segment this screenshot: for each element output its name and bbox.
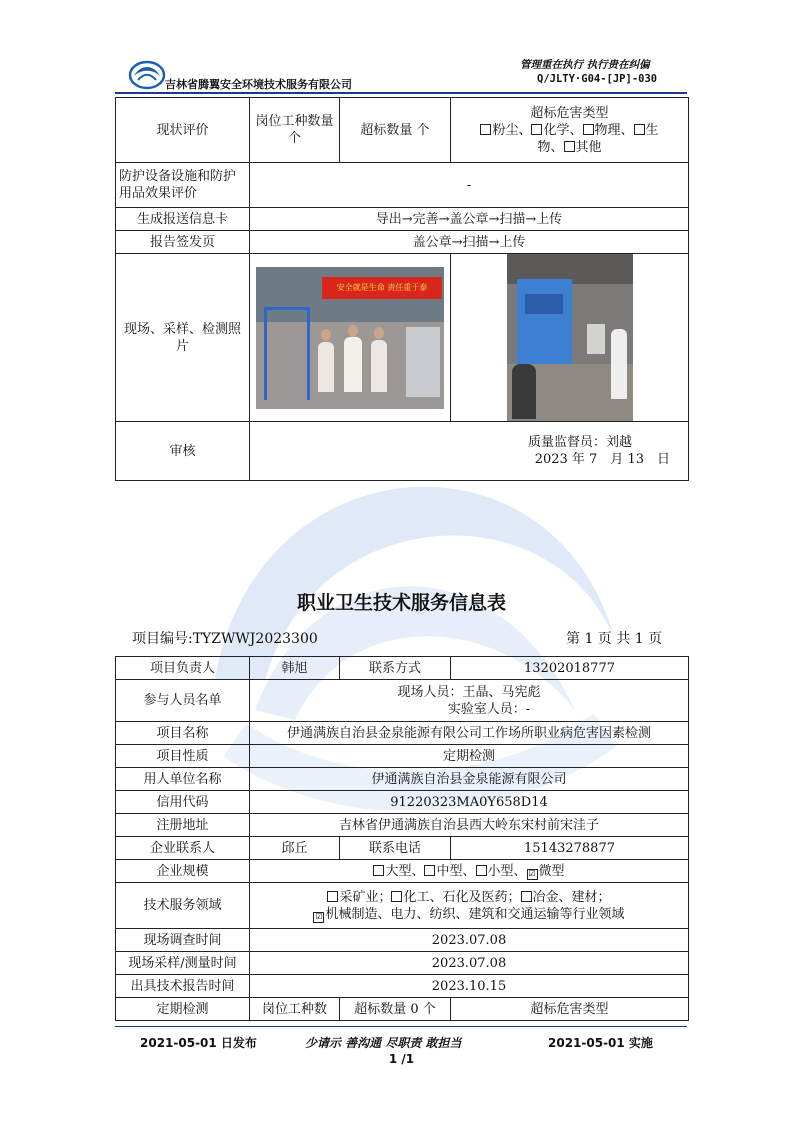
page-title: 职业卫生技术服务信息表 [296, 592, 506, 614]
sample-time-label: 现场采样/测量时间 [116, 952, 250, 975]
employer-value: 伊通满族自治县金泉能源有限公司 [250, 768, 689, 791]
staff-label: 参与人员名单 [116, 680, 250, 722]
page-info: 第 1 页 共 1 页 [566, 631, 663, 647]
checkbox [531, 124, 542, 135]
checkbox-checked: ☑ [528, 868, 536, 878]
checkbox [327, 891, 338, 902]
service-field-value: 采矿业； 化工、石化及医药； 冶金、建材； ☑ 机械制造、电力、纺织、建筑和交通运输等行业领域 [250, 883, 689, 929]
supervisor-text: 质量监督员：刘越 [527, 435, 632, 450]
sample-time-value: 2023.07.08 [250, 952, 689, 975]
scale-label: 企业规模 [116, 860, 250, 883]
leader-value: 韩旭 [250, 657, 340, 680]
address-value: 吉林省伊通满族自治县西大岭东宋村前宋洼子 [250, 814, 689, 837]
checkbox [424, 865, 435, 876]
protect-eval-label: 防护设备设施和防护用品效果评价 [116, 163, 250, 208]
checkbox [634, 124, 645, 135]
periodic-hazard-type: 超标危害类型 [451, 998, 689, 1021]
survey-time-value: 2023.07.08 [250, 929, 689, 952]
photo-cell-1 [250, 254, 451, 422]
review-cell [250, 422, 689, 481]
footer-issued: 2021-05-01 日发布 [140, 1036, 257, 1050]
table-row [116, 208, 689, 231]
checkbox [476, 865, 487, 876]
photo-label: 现场、采样、检测照片 [116, 254, 250, 422]
periodic-posts: 岗位工种数 [250, 998, 340, 1021]
safety-banner: 安全就是生命 责任重于泰 [322, 277, 442, 299]
ent-contact-label: 企业联系人 [116, 837, 250, 860]
survey-time-label: 现场调查时间 [116, 929, 250, 952]
table-row [116, 768, 689, 791]
credit-code-value: 91220323MA0Y658D14 [250, 791, 689, 814]
checkbox [583, 124, 594, 135]
table-row [116, 860, 689, 883]
info-card-value: 导出→完善→盖公章→扫描→上传 [250, 208, 689, 231]
info-card-label: 生成报送信息卡 [116, 208, 250, 231]
table-row [116, 791, 689, 814]
scale-value: 大型、 中型、 小型、 ☑ 微型 [250, 860, 689, 883]
checkbox [391, 891, 402, 902]
header-slogan: 管理重在执行 执行贵在纠偏 [520, 59, 650, 71]
review-date: 2023 年 7 月 13 日 [534, 452, 670, 467]
checkbox [480, 124, 491, 135]
review-label: 审核 [116, 422, 250, 481]
table-row [116, 422, 689, 481]
checkbox [564, 141, 575, 152]
address-label: 注册地址 [116, 814, 250, 837]
status-eval-label: 现状评价 [116, 98, 250, 163]
hazard-type-cell: 超标危害类型 粉尘、 化学、 物理、 生 物、 其他 [451, 98, 689, 163]
post-count-cell: 岗位工种数量 个 [250, 98, 340, 163]
service-field-label: 技术服务领域 [116, 883, 250, 929]
checkbox-checked: ☑ [315, 911, 323, 921]
table-row [116, 98, 689, 163]
table-row [116, 883, 689, 929]
evaluation-table [115, 97, 689, 481]
site-photo-press [507, 254, 633, 421]
table-row [116, 975, 689, 998]
leader-label: 项目负责人 [116, 657, 250, 680]
staff-value: 现场人员：王晶、马宪彪 实验室人员：- [250, 680, 689, 722]
site-photo-workers [256, 267, 444, 409]
credit-code-label: 信用代码 [116, 791, 250, 814]
project-nature-label: 项目性质 [116, 745, 250, 768]
periodic-exceed: 超标数量 0 个 [340, 998, 451, 1021]
report-page-value: 盖公章→扫描→上传 [250, 231, 689, 254]
photo-cell-2 [451, 254, 689, 422]
table-row [116, 745, 689, 768]
project-name-label: 项目名称 [116, 722, 250, 745]
doc-code: Q/JLTY·G04-[JP]-030 [537, 73, 658, 85]
report-time-label: 出具技术报告时间 [116, 975, 250, 998]
report-time-value: 2023.10.15 [250, 975, 689, 998]
header-divider [115, 92, 687, 94]
table-row [116, 231, 689, 254]
table-row [116, 814, 689, 837]
contact-label: 联系方式 [340, 657, 451, 680]
checkbox [521, 891, 532, 902]
table-row [116, 837, 689, 860]
project-number: 项目编号:TYZWWJ2023300 [132, 631, 318, 647]
report-page-label: 报告签发页 [116, 231, 250, 254]
footer-page-number: 1 /1 [388, 1052, 415, 1066]
ent-phone-label: 联系电话 [340, 837, 451, 860]
table-row [116, 722, 689, 745]
table-row [116, 163, 689, 208]
table-row [116, 254, 689, 422]
contact-value: 13202018777 [451, 657, 689, 680]
project-name-value: 伊通满族自治县金泉能源有限公司工作场所职业病危害因素检测 [250, 722, 689, 745]
protect-eval-value: - [250, 163, 689, 208]
company-logo [128, 58, 166, 90]
footer-divider [115, 1026, 687, 1027]
ent-phone-value: 15143278877 [451, 837, 689, 860]
company-name: 吉林省腾翼安全环境技术服务有限公司 [165, 78, 352, 91]
table-row [116, 929, 689, 952]
table-row [116, 952, 689, 975]
table-row [116, 998, 689, 1021]
checkbox [373, 865, 384, 876]
employer-label: 用人单位名称 [116, 768, 250, 791]
ent-contact-value: 邱丘 [250, 837, 340, 860]
footer-motto: 少请示 善沟通 尽职责 敢担当 [305, 1036, 462, 1050]
periodic-label: 定期检测 [116, 998, 250, 1021]
table-row [116, 657, 689, 680]
table-row [116, 680, 689, 722]
service-info-table [115, 656, 689, 1021]
footer-effective: 2021-05-01 实施 [548, 1036, 653, 1050]
project-nature-value: 定期检测 [250, 745, 689, 768]
exceed-count-cell: 超标数量 个 [340, 98, 451, 163]
